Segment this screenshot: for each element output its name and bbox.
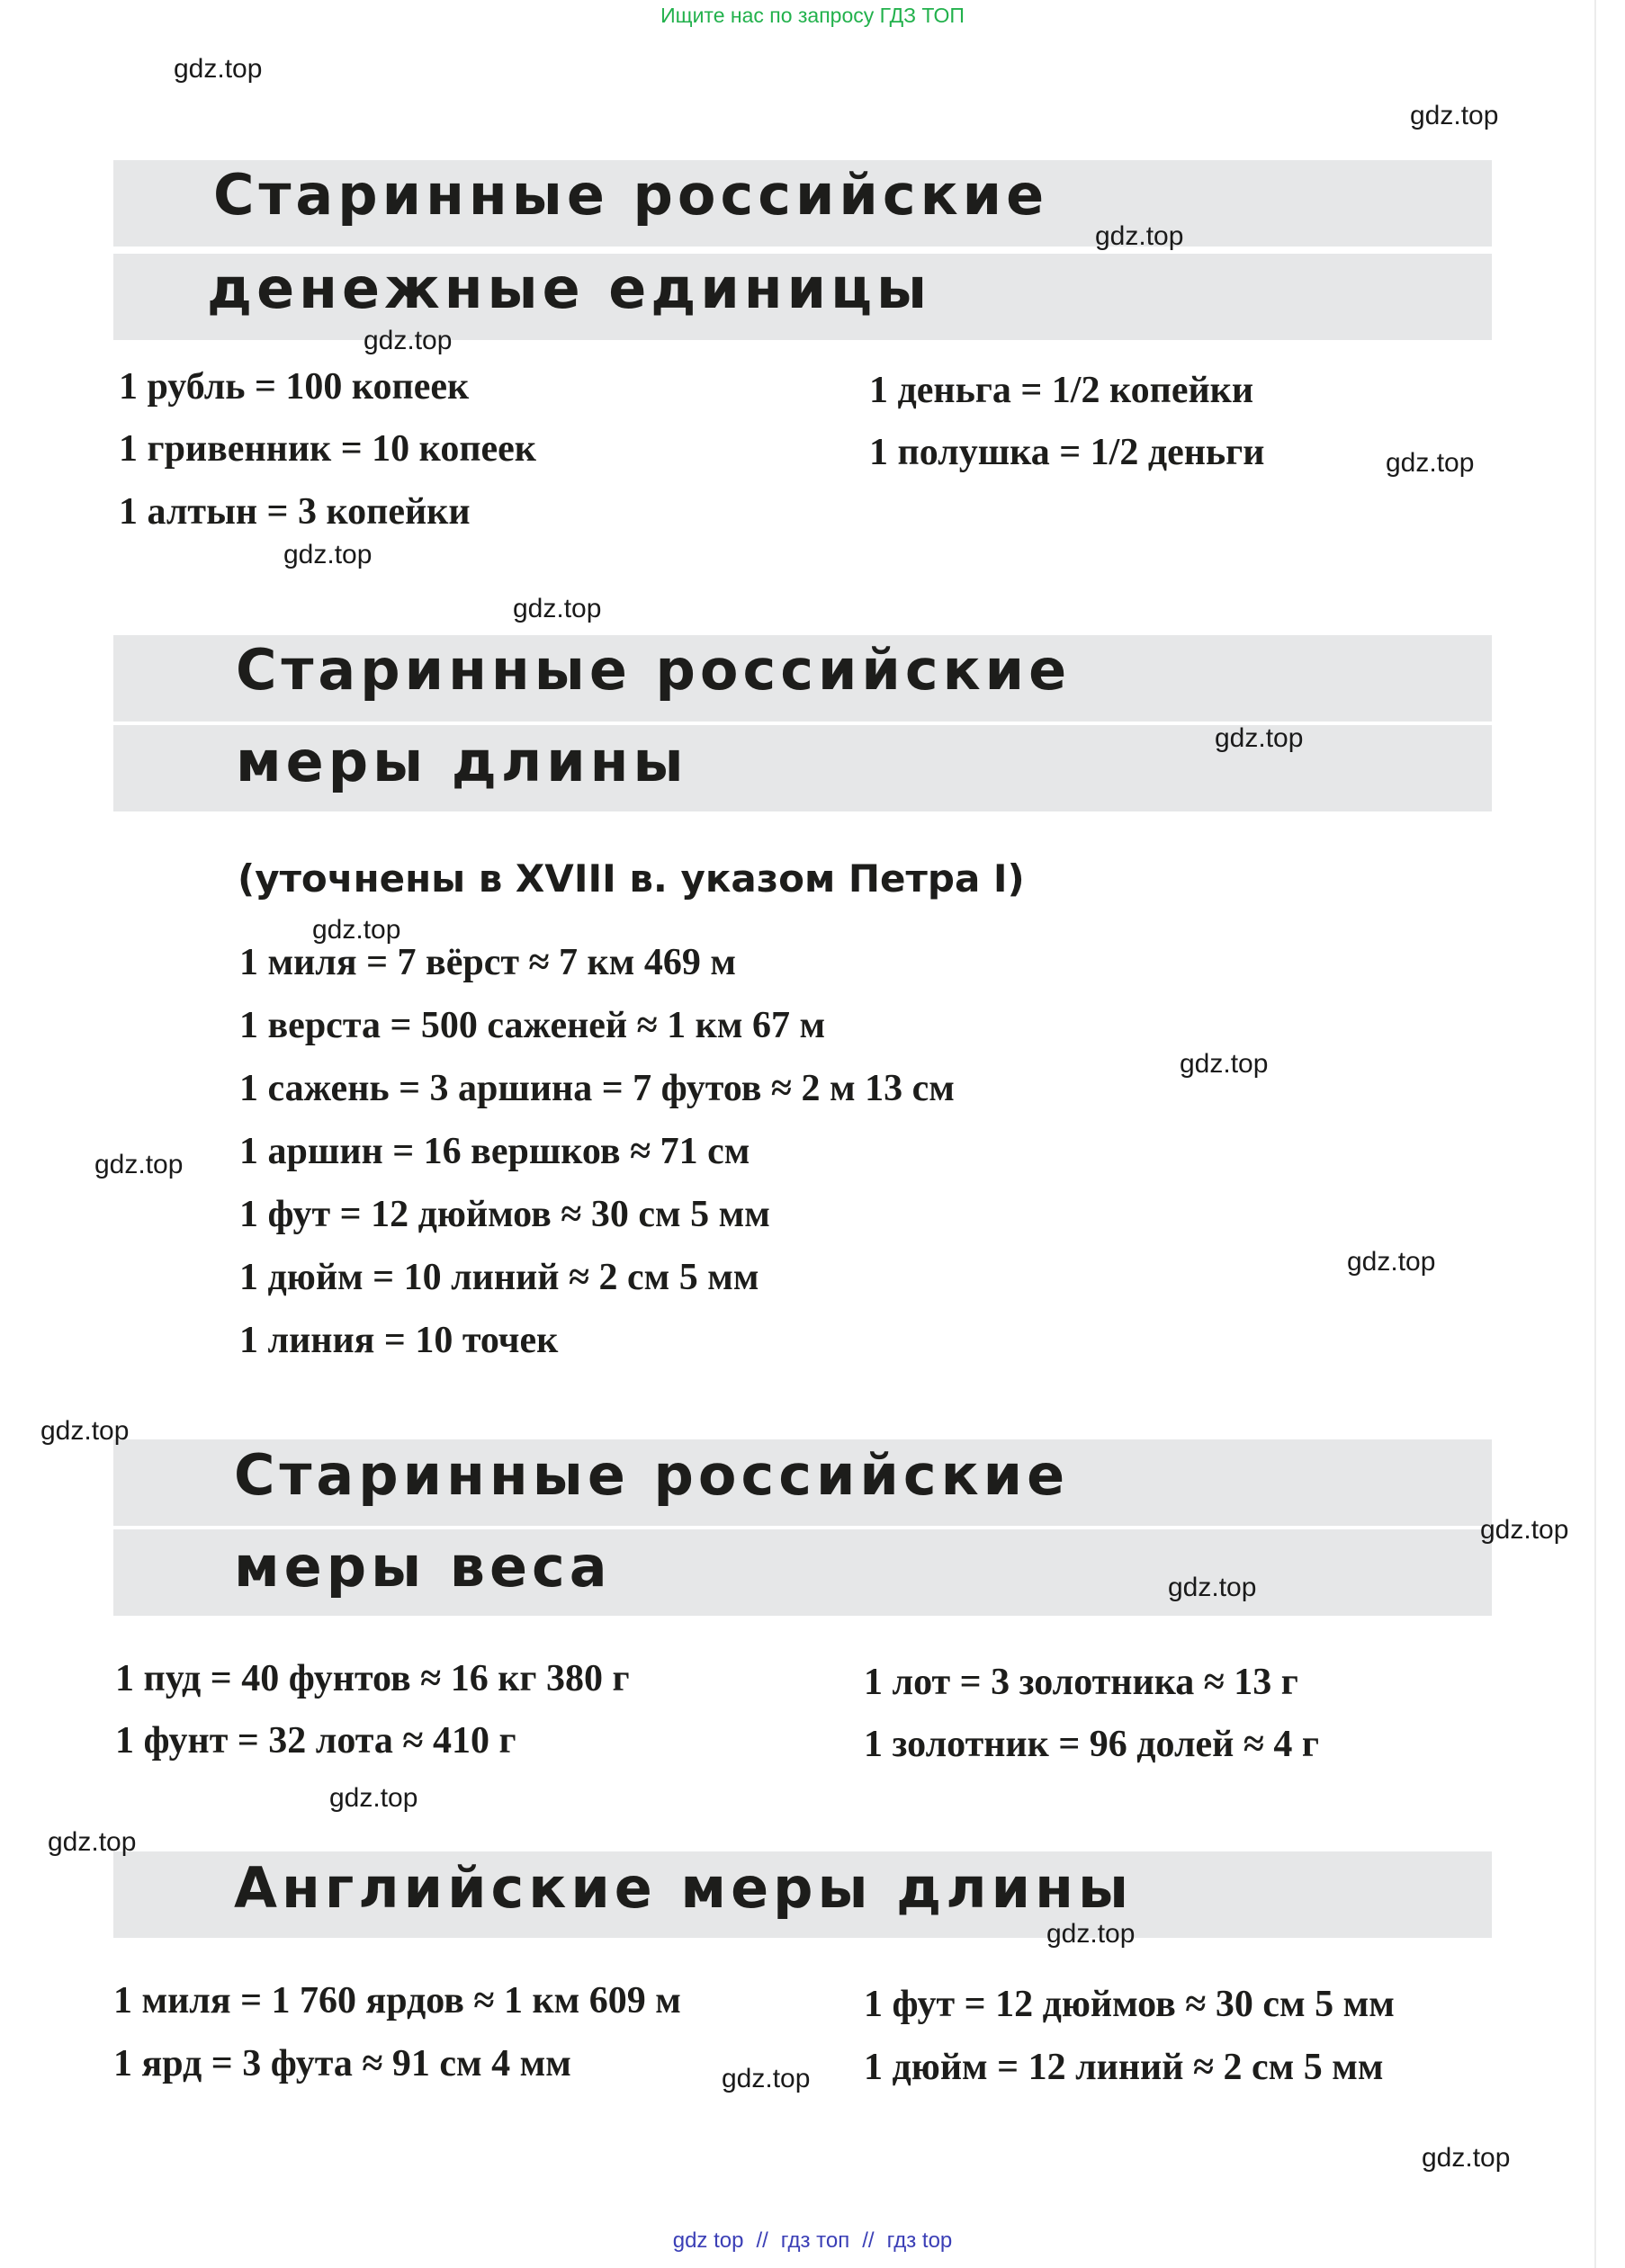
- footer-link[interactable]: гдз топ: [780, 2228, 850, 2253]
- english-equation: 1 миля = 1 760 ярдов ≈ 1 км 609 м: [113, 1980, 681, 2021]
- footer-separator: //: [756, 2228, 768, 2253]
- watermark: gdz.top: [1095, 221, 1184, 251]
- watermark: gdz.top: [1046, 1919, 1136, 1949]
- watermark: gdz.top: [1422, 2143, 1511, 2173]
- search-banner[interactable]: Ищите нас по запросу ГДЗ ТОП: [660, 4, 965, 27]
- weight-equation: 1 золотник = 96 долей ≈ 4 г: [864, 1724, 1319, 1765]
- weight-equation: 1 пуд = 40 фунтов ≈ 16 кг 380 г: [115, 1658, 630, 1699]
- section-title: Английские меры длины: [234, 1855, 1134, 1921]
- watermark: gdz.top: [722, 2064, 811, 2093]
- english-equation: 1 дюйм = 12 линий ≈ 2 см 5 мм: [864, 2047, 1384, 2088]
- footer-links: [0, 2228, 1625, 2254]
- weight-equation: 1 лот = 3 золотника ≈ 13 г: [864, 1662, 1298, 1703]
- watermark: gdz.top: [283, 540, 373, 569]
- money-equation: 1 деньга = 1/2 копейки: [869, 370, 1254, 411]
- section-title: меры длины: [236, 729, 688, 794]
- watermark: gdz.top: [1180, 1049, 1269, 1079]
- length-equation: 1 верста = 500 саженей ≈ 1 км 67 м: [239, 1005, 826, 1046]
- section-title: Старинные российские: [234, 1442, 1070, 1508]
- watermark: gdz.top: [1480, 1515, 1569, 1545]
- length-equation: 1 фут = 12 дюймов ≈ 30 см 5 мм: [239, 1194, 770, 1235]
- english-equation: 1 фут = 12 дюймов ≈ 30 см 5 мм: [864, 1984, 1395, 2025]
- watermark: gdz.top: [174, 54, 263, 84]
- section-subtitle: (уточнены в XVIII в. указом Петра I): [238, 856, 1025, 901]
- watermark: gdz.top: [1215, 723, 1304, 753]
- english-equation: 1 ярд = 3 фута ≈ 91 см 4 мм: [113, 2043, 571, 2084]
- page-edge-divider: [1594, 0, 1596, 2268]
- watermark: gdz.top: [364, 326, 453, 355]
- length-equation: 1 аршин = 16 вершков ≈ 71 см: [239, 1131, 750, 1172]
- watermark: gdz.top: [1347, 1247, 1436, 1277]
- money-equation: 1 алтын = 3 копейки: [119, 491, 471, 533]
- footer-separator: //: [862, 2228, 875, 2253]
- length-equation: 1 дюйм = 10 линий ≈ 2 см 5 мм: [239, 1257, 759, 1298]
- watermark: gdz.top: [329, 1783, 418, 1813]
- section-title: Старинные российские: [213, 162, 1049, 228]
- watermark: gdz.top: [1168, 1573, 1257, 1602]
- watermark: gdz.top: [312, 915, 401, 945]
- watermark: gdz.top: [1386, 448, 1475, 478]
- money-equation: 1 рубль = 100 копеек: [119, 366, 470, 408]
- section-title: меры веса: [234, 1534, 612, 1600]
- footer-link[interactable]: гдз top: [886, 2228, 953, 2253]
- weight-equation: 1 фунт = 32 лота ≈ 410 г: [115, 1720, 516, 1762]
- watermark: gdz.top: [94, 1150, 184, 1179]
- watermark: gdz.top: [48, 1827, 137, 1857]
- section-title: Старинные российские: [236, 637, 1072, 703]
- length-equation: 1 миля = 7 вёрст ≈ 7 км 469 м: [239, 942, 736, 983]
- length-equation: 1 сажень = 3 аршина = 7 футов ≈ 2 м 13 см: [239, 1068, 955, 1109]
- watermark: gdz.top: [40, 1416, 130, 1446]
- section-title: денежные единицы: [207, 255, 932, 321]
- money-equation: 1 гривенник = 10 копеек: [119, 428, 537, 470]
- length-equation: 1 линия = 10 точек: [239, 1320, 559, 1361]
- watermark: gdz.top: [1410, 101, 1499, 130]
- watermark: gdz.top: [513, 594, 602, 623]
- footer-link[interactable]: gdz top: [672, 2228, 744, 2253]
- money-equation: 1 полушка = 1/2 деньги: [869, 432, 1265, 473]
